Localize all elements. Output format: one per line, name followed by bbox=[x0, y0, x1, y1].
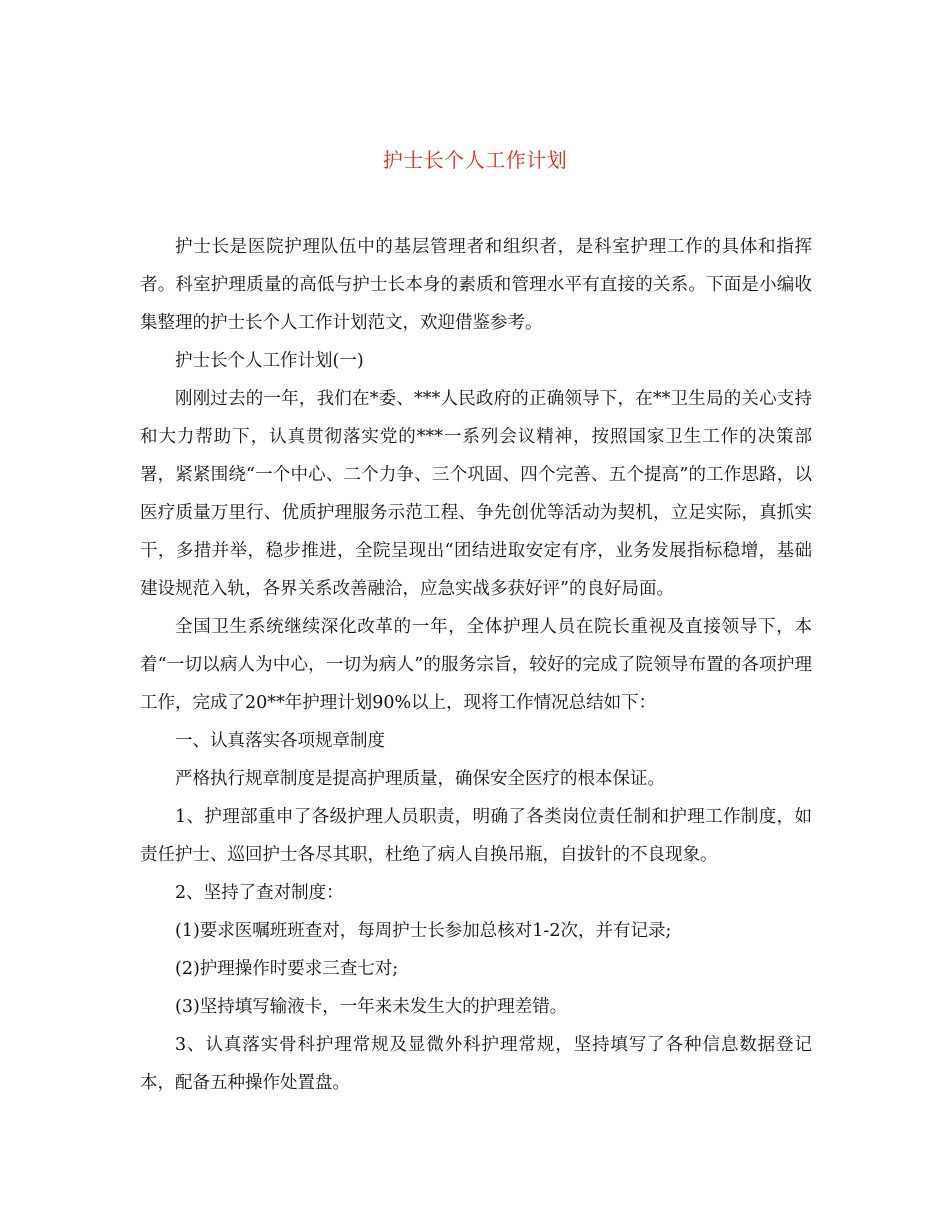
section-heading: 一、认真落实各项规章制度 bbox=[175, 731, 385, 751]
sub-list-item: (3)坚持填写输液卡，一年来未发生大的护理差错。 bbox=[175, 997, 568, 1017]
sub-list-item: (2)护理操作时要求三查七对; bbox=[175, 959, 399, 979]
list-item: 1、护理部重申了各级护理人员职责，明确了各类岗位责任制和护理工作制度，如责任护士、巡回护士各尽其职，杜绝了病人自换吊瓶，自拔针的不良现象。 bbox=[140, 807, 812, 865]
paragraph: 刚刚过去的一年，我们在*委、***人民政府的正确领导下，在**卫生局的关心支持和大力帮助下，认真贯彻落实党的***一系列会议精神，按照国家卫生工作的决策部署，紧紧围绕“一个中心、二个力争、三个巩固、四个完善、五个提高”的工作思路，以医疗质量万里行、优质护理服务示范工程、争先创优等活动为契机，立足实际，真抓实干，多措并举，稳步推进，全院呈现出“团结进取安定有序，业务发展指标稳增，基础建设规范入轨，各界关系改善融洽，应急实战多获好评”的良好局面。 bbox=[140, 389, 812, 599]
document-title: 护士长个人工作计划 bbox=[382, 148, 568, 172]
paragraph: 全国卫生系统继续深化改革的一年，全体护理人员在院长重视及直接领导下，本着“一切以病人为中心，一切为病人”的服务宗旨，较好的完成了院领导布置的各项护理工作，完成了20**年护理计划90%以上，现将工作情况总结如下： bbox=[140, 617, 812, 713]
list-item: 2、坚持了查对制度： bbox=[175, 883, 344, 903]
paragraph: 严格执行规章制度是提高护理质量，确保安全医疗的根本保证。 bbox=[175, 769, 665, 789]
sub-list-item: (1)要求医嘱班班查对，每周护士长参加总核对1-2次，并有记录; bbox=[175, 921, 672, 941]
paragraph-intro: 护士长是医院护理队伍中的基层管理者和组织者，是科室护理工作的具体和指挥者。科室护理质量的高低与护士长本身的素质和管理水平有直接的关系。下面是小编收集整理的护士长个人工作计划范文，欢迎借鉴参考。 bbox=[140, 237, 812, 333]
document-body bbox=[140, 228, 812, 1102]
list-item: 3、认真落实骨科护理常规及显微外科护理常规，坚持填写了各种信息数据登记本，配备五种操作处置盘。 bbox=[140, 1035, 812, 1093]
section-heading-plan-one: 护士长个人工作计划(一) bbox=[175, 351, 364, 371]
